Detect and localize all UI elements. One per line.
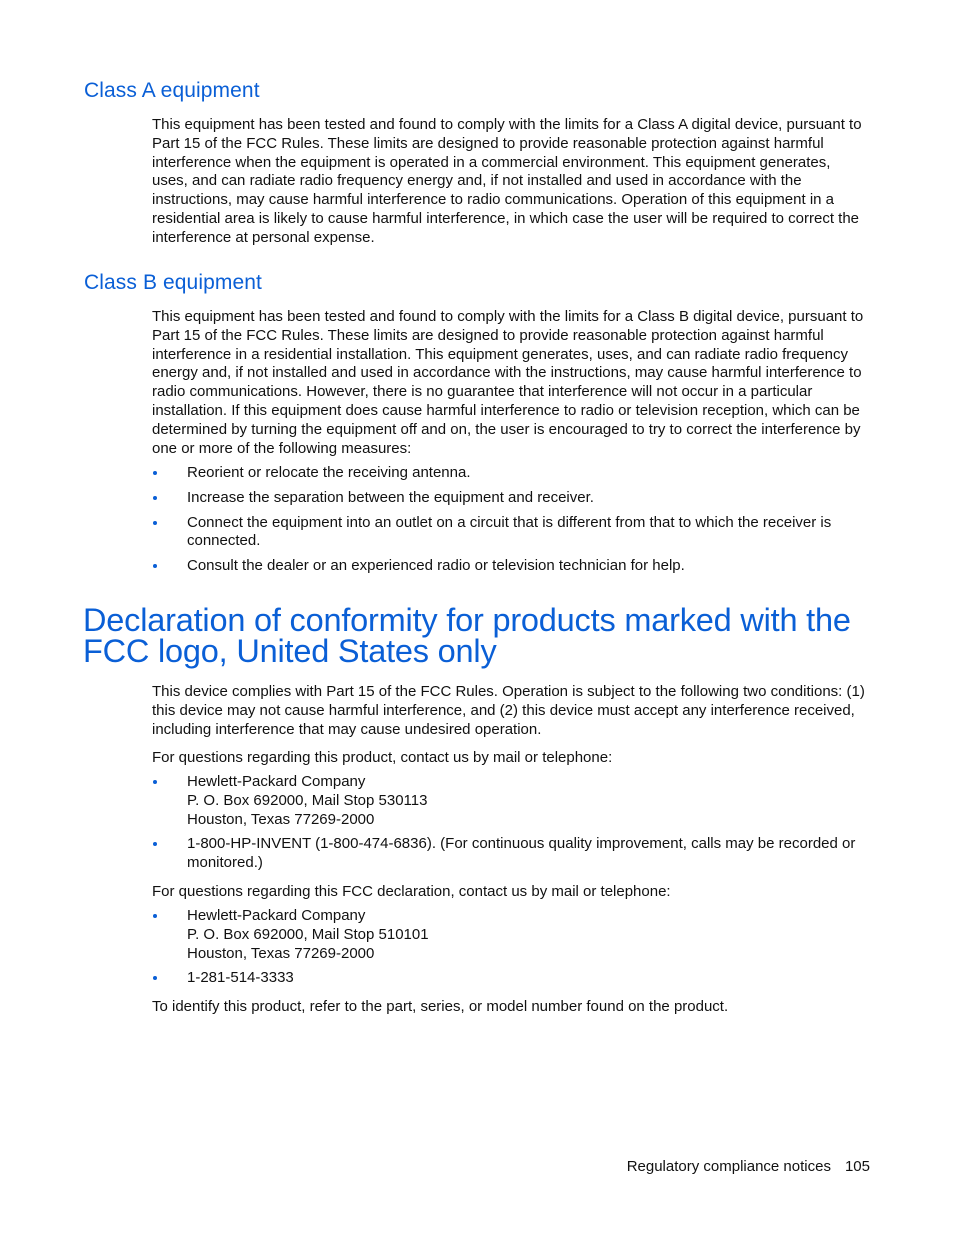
page-number: 105 xyxy=(844,1158,870,1175)
list-item-text: Increase the separation between the equipment and receiver. xyxy=(187,488,594,506)
po-box: P. O. Box 692000, Mail Stop 510101 xyxy=(187,925,429,943)
company-name: Hewlett-Packard Company xyxy=(187,907,366,924)
list-item-text: Connect the equipment into an outlet on a circuit that is different from that to which the receiver is connected. xyxy=(187,513,832,550)
list-item xyxy=(152,969,867,988)
bullet-icon xyxy=(153,564,157,568)
list-item xyxy=(152,514,867,552)
list-item xyxy=(152,835,867,873)
class-b-paragraph: This equipment has been tested and found to comply with the limits for a Class B digital device, pursuant to Part 15 of the FCC Rules. These limits are designed to provide reasonable protection against harmful interference in a residential installation. This equipment generates, uses, and can radiate radio frequency energy and, if not installed and used in accordance with the instructions, may cause harmful interference to radio communications. However, there is no guarantee that interference will not occur in a particular installation. If this equipment does cause harmful interference to radio or television reception, which can be determined by turning the equipment off and on, the user is encouraged to try to correct the interference by one or more of the following measures: xyxy=(152,308,864,457)
page-footer xyxy=(627,1158,870,1175)
list-item xyxy=(152,907,867,963)
po-box: P. O. Box 692000, Mail Stop 530113 xyxy=(187,791,428,809)
declaration-intro: This device complies with Part 15 of the FCC Rules. Operation is subject to the following two conditions: (1) this device may not cause harmful interference, and (2) this device must accept any interference received, including interference that may cause undesired operation. xyxy=(152,683,865,738)
bullet-icon xyxy=(153,521,157,525)
footer-section-title: Regulatory compliance notices xyxy=(626,1158,831,1175)
bullet-icon xyxy=(153,471,157,475)
bullet-icon xyxy=(153,780,157,784)
bullet-icon xyxy=(153,914,157,918)
phone-number: 1-281-514-3333 xyxy=(187,969,294,987)
class-b-heading: Class B equipment xyxy=(84,271,262,294)
phone-number: 1-800-HP-INVENT (1-800-474-6836). (For continuous quality improvement, calls may be recorded or monitored.) xyxy=(187,835,856,872)
list-item xyxy=(152,464,867,483)
list-item-text: Reorient or relocate the receiving antenna. xyxy=(187,464,471,481)
company-name: Hewlett-Packard Company xyxy=(187,773,366,790)
class-a-paragraph: This equipment has been tested and found to comply with the limits for a Class A digital device, pursuant to Part 15 of the FCC Rules. These limits are designed to provide reasonable protection against harmful interference when the equipment is operated in a commercial environment. This equipment generates, uses, and can radiate radio frequency energy and, if not installed and used in accordance with the instructions, may cause harmful interference to radio communications. Operation of this equipment in a residential area is likely to cause harmful interference, in which case the user will be required to correct the interference at personal expense. xyxy=(152,116,862,246)
product-contact-list xyxy=(152,773,867,879)
fcc-contact-intro: For questions regarding this FCC declaration, contact us by mail or telephone: xyxy=(152,883,671,900)
fcc-contact-list xyxy=(152,907,867,994)
identify-product-paragraph: To identify this product, refer to the part, series, or model number found on the product. xyxy=(152,998,729,1015)
product-contact-intro: For questions regarding this product, contact us by mail or telephone: xyxy=(152,749,613,766)
declaration-heading: Declaration of conformity for products marked with the FCC logo, United States only xyxy=(83,602,851,669)
bullet-icon xyxy=(153,842,157,846)
city-address: Houston, Texas 77269-2000 xyxy=(187,944,375,962)
city-address: Houston, Texas 77269-2000 xyxy=(187,810,375,828)
bullet-icon xyxy=(153,496,157,500)
class-b-measures-list xyxy=(152,464,867,582)
list-item xyxy=(152,557,867,576)
list-item-text: Consult the dealer or an experienced radio or television technician for help. xyxy=(187,557,685,575)
list-item xyxy=(152,489,867,508)
bullet-icon xyxy=(153,976,157,980)
list-item xyxy=(152,773,867,829)
class-a-heading: Class A equipment xyxy=(84,79,260,102)
